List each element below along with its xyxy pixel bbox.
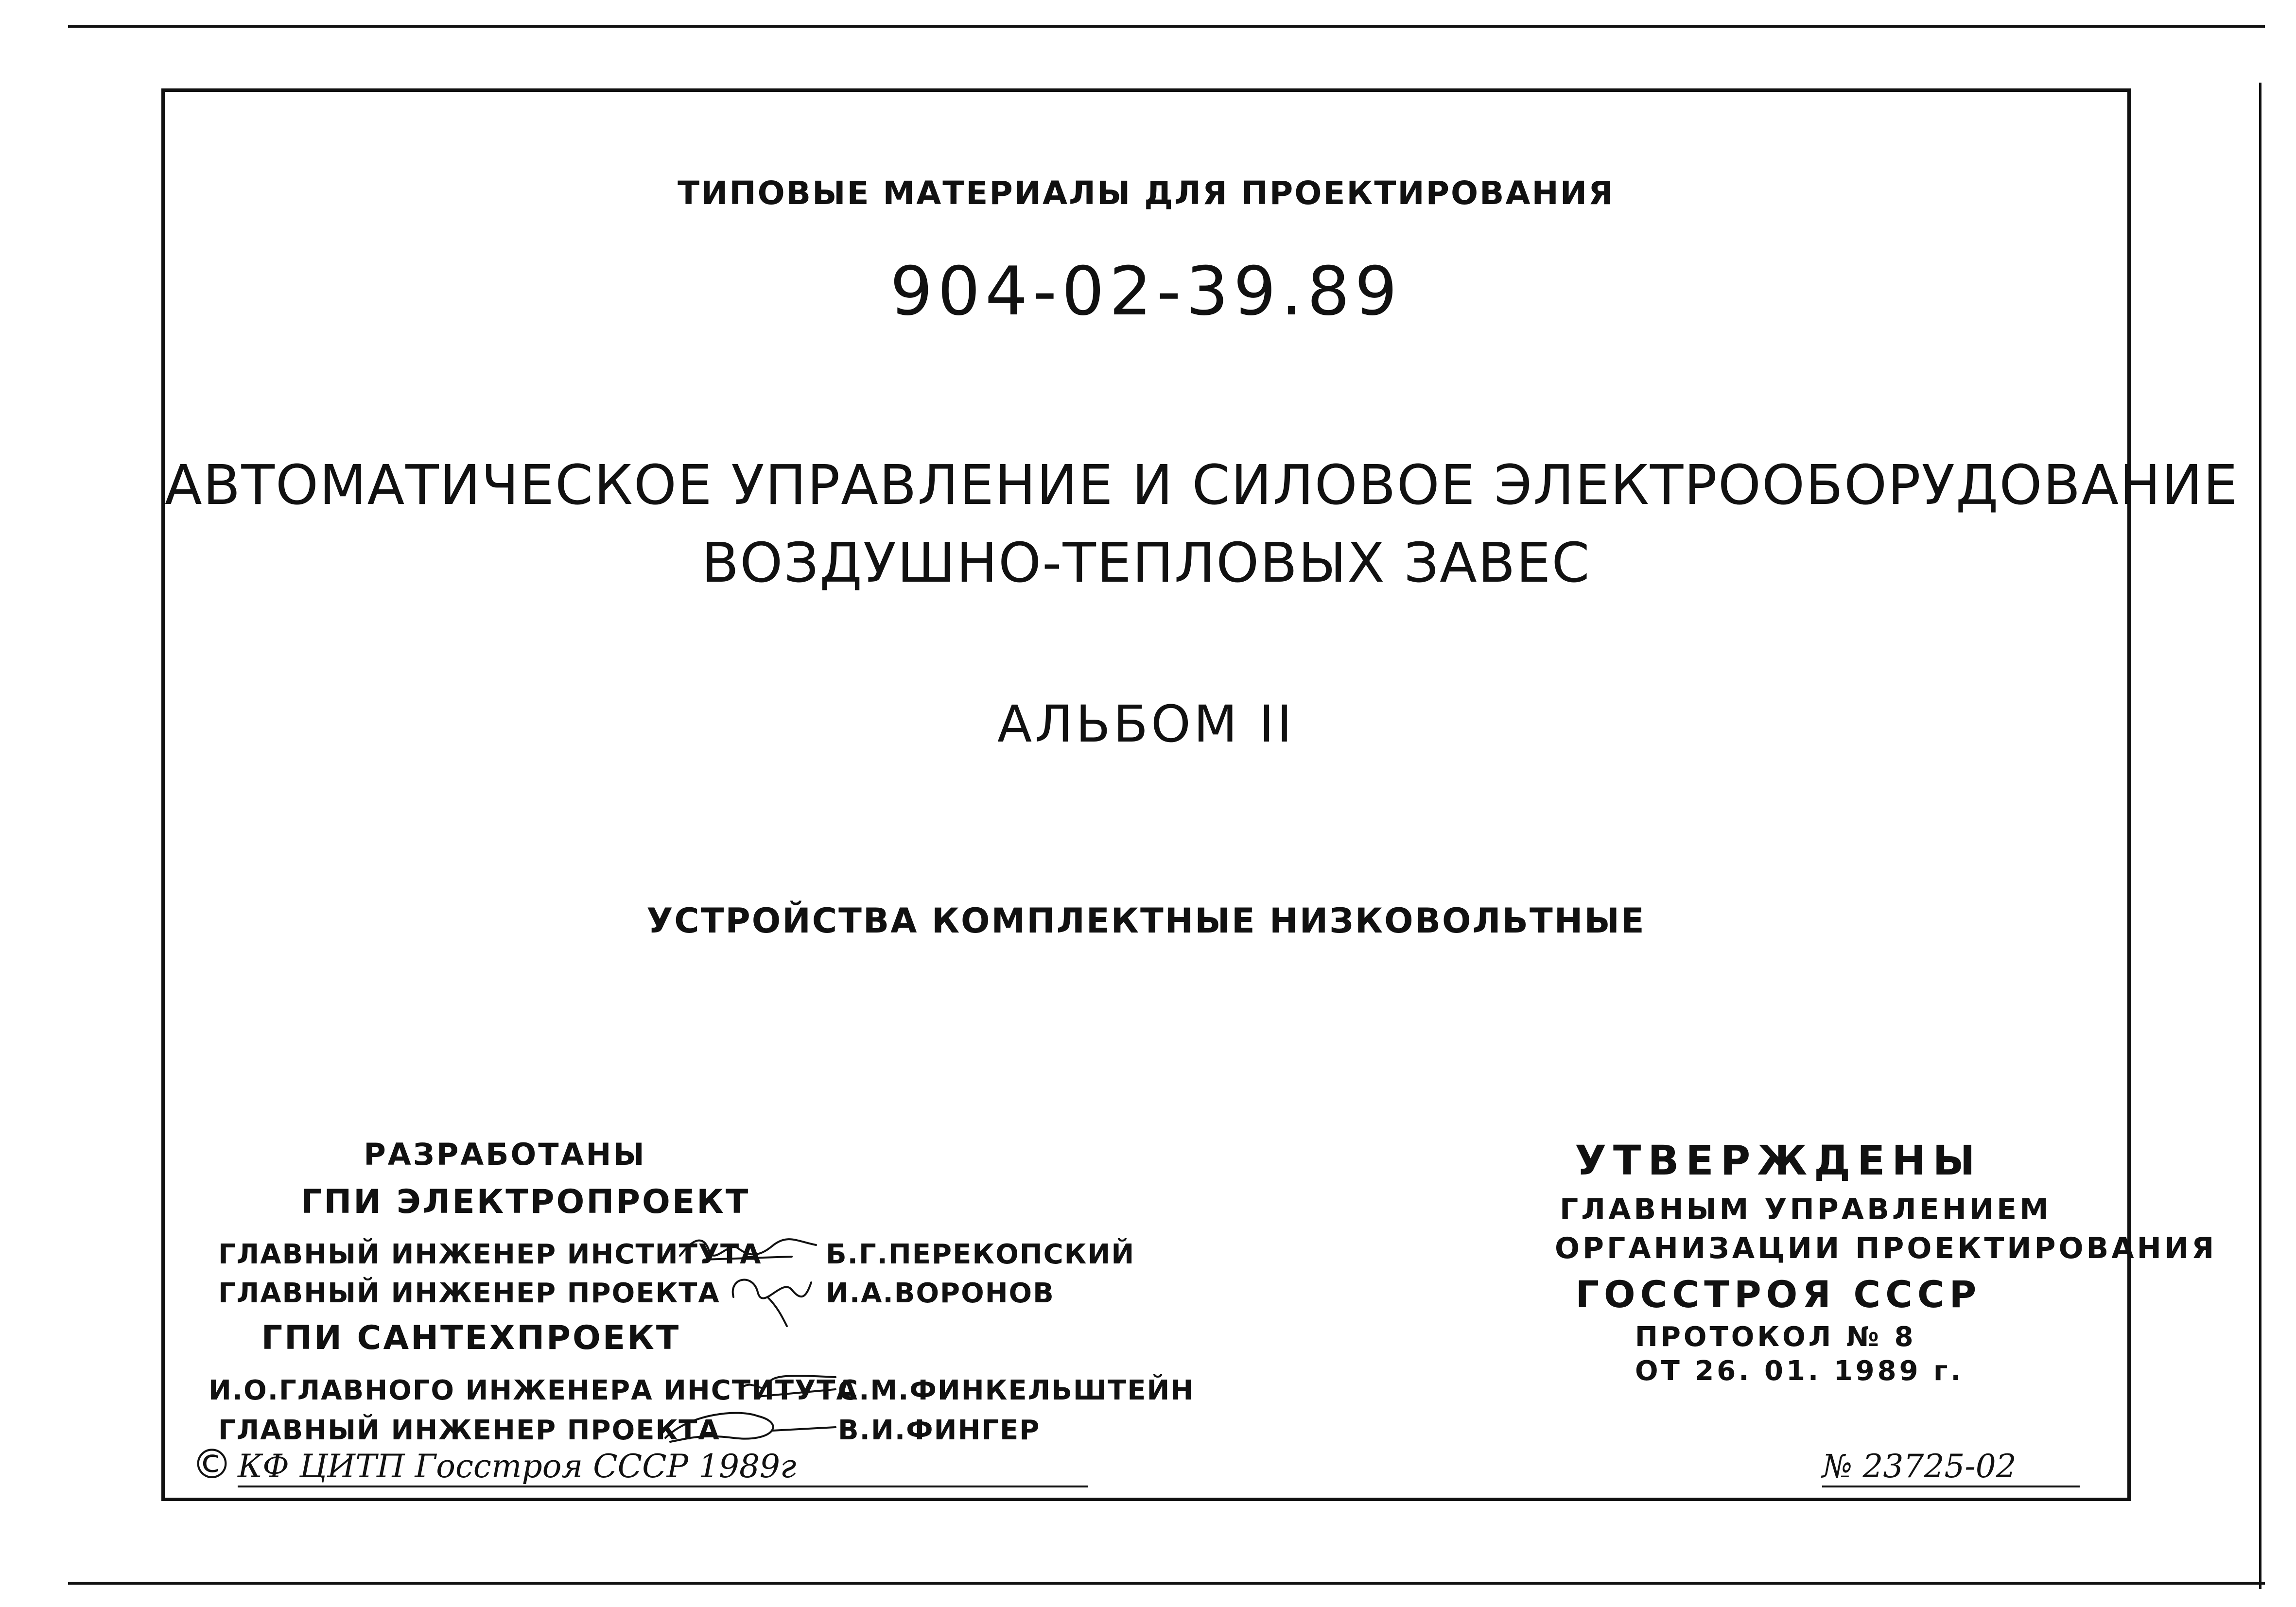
- role-chief-engineer-project-1: ГЛАВНЫЙ ИНЖЕНЕР ПРОЕКТА: [218, 1278, 720, 1309]
- role-chief-engineer-project-2: ГЛАВНЫЙ ИНЖЕНЕР ПРОЕКТА: [218, 1415, 720, 1446]
- title-page-frame: [161, 88, 2239, 1501]
- document-subtitle: УСТРОЙСТВА КОМПЛЕКТНЫЕ НИЗКОВОЛЬТНЫЕ: [646, 901, 1646, 941]
- approved-line-1: ГЛАВНЫМ УПРАВЛЕНИЕМ: [1560, 1192, 2052, 1227]
- bottom-rule: [68, 1582, 2265, 1585]
- developed-org-santekhproekt: ГПИ САНТЕХПРОЕКТ: [261, 1319, 681, 1357]
- title-line-1: АВТОМАТИЧЕСКОЕ УПРАВЛЕНИЕ И СИЛОВОЕ ЭЛЕКТРООБОРУДОВАНИЕ: [165, 454, 2239, 517]
- protocol-date: ОТ 26. 01. 1989 г.: [1635, 1355, 1964, 1387]
- approved-heading: УТВЕРЖДЕНЫ: [1575, 1137, 1982, 1184]
- signature-perekopsky: [675, 1231, 821, 1265]
- right-rule: [2259, 83, 2261, 1589]
- name-perekopsky: Б.Г.ПЕРЕКОПСКИЙ: [826, 1239, 1135, 1270]
- document-header: ТИПОВЫЕ МАТЕРИАЛЫ ДЛЯ ПРОЕКТИРОВАНИЯ: [678, 174, 1615, 212]
- name-voronov: И.А.ВОРОНОВ: [826, 1278, 1055, 1309]
- signature-finger: [661, 1404, 835, 1448]
- album-number: АЛЬБОМ II: [997, 694, 1295, 754]
- approved-line-2: ОРГАНИЗАЦИИ ПРОЕКТИРОВАНИЯ: [1555, 1231, 2217, 1265]
- developed-heading: РАЗРАБОТАНЫ: [364, 1137, 646, 1172]
- protocol-number: ПРОТОКОЛ № 8: [1635, 1321, 1916, 1353]
- name-finkelshtein: С.М.ФИНКЕЛЬШТЕЙН: [838, 1375, 1195, 1406]
- developed-org-electroproekt: ГПИ ЭЛЕКТРОПРОЕКТ: [301, 1183, 750, 1221]
- inventory-underline: [1822, 1486, 2080, 1487]
- name-finger: В.И.ФИНГЕР: [838, 1415, 1041, 1446]
- copyright-symbol: ©: [191, 1440, 232, 1488]
- signature-voronov: [724, 1268, 821, 1331]
- signature-finkelshtein: [738, 1360, 840, 1404]
- copyright-line: КФ ЦИТП Госстроя СССР 1989г: [238, 1448, 797, 1485]
- role-chief-engineer-institute: ГЛАВНЫЙ ИНЖЕНЕР ИНСТИТУТА: [218, 1239, 762, 1270]
- title-line-2: ВОЗДУШНО-ТЕПЛОВЫХ ЗАВЕС: [701, 532, 1591, 595]
- top-rule: [68, 25, 2265, 28]
- document-code: 904-02-39.89: [890, 252, 1402, 330]
- approved-line-3: ГОССТРОЯ СССР: [1575, 1273, 1982, 1316]
- role-acting-chief-engineer-institute: И.О.ГЛАВНОГО ИНЖЕНЕРА ИНСТИТУТА: [209, 1375, 858, 1406]
- copyright-underline: [238, 1486, 1088, 1487]
- inventory-number: № 23725-02: [1822, 1448, 2017, 1485]
